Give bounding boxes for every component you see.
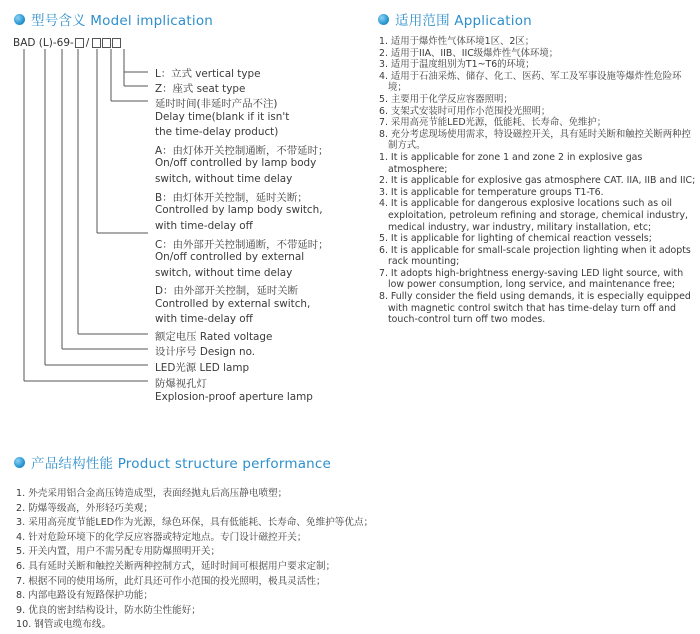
legend-line-10: Controlled by lamp body switch,: [155, 204, 323, 216]
list-item: 3. 适用于温度组别为T1~T6的环境；: [379, 59, 535, 71]
application-section-header: [378, 9, 532, 29]
performance-list: [16, 487, 616, 633]
list-item: 4. 针对危险环境下的化学反应容器或特定地点。专门设计磁控开关；: [16, 531, 307, 543]
legend-line-7: On/off controlled by lamp body: [155, 157, 317, 169]
bullet-dot-icon: [14, 457, 25, 468]
legend-line-4: Delay time(blank if it isn't: [155, 111, 290, 123]
legend-line-11: with time-delay off: [155, 220, 253, 232]
legend-line-8: switch, without time delay: [155, 173, 293, 185]
model-code-slash: /: [85, 37, 90, 49]
legend-line-20: LED光源 LED lamp: [155, 362, 250, 374]
legend-line-5: the time-delay product): [155, 126, 279, 138]
bullet-dot-icon: [378, 14, 389, 25]
list-item: 3. It is applicable for temperature groups T1-T6.: [379, 186, 604, 198]
model-section-title: 型号含义 Model implication: [31, 13, 214, 29]
legend-line-12: C：由外部开关控制通断，不带延时；: [155, 239, 329, 251]
legend-line-15: D：由外部开关控制，延时关断: [155, 285, 299, 297]
list-item: 2. It is applicable for explosive gas atmosphere CAT. IIA, IIB and IIC;: [379, 175, 696, 187]
list-item: 8. 内部电路设有短路保护功能；: [16, 590, 153, 602]
list-item: 2. 适用于IIA、IIB、IIC级爆炸性气体环境；: [379, 47, 559, 59]
list-item: 1. 适用于爆炸性气体环境1区、2区；: [379, 36, 535, 47]
application-list: [379, 36, 697, 326]
list-item: 4. 适用于石油采炼、储存、化工、医药、军工及军事设施等爆炸性危险环境；: [379, 70, 682, 94]
list-item: 4. It is applicable for dangerous explosive locations such as oil exploitation, petroleum refining and storage, chemical industry, medical industry, war industry, military installation, etc;: [379, 198, 688, 233]
list-item: 7. It adopts high-brightness energy-saving LED light source, with low power consumption, long service, and maintenance free;: [379, 267, 684, 291]
legend-line-2: Z：座式 seat type: [155, 83, 246, 95]
legend-line-21: 防爆视孔灯: [155, 378, 207, 390]
application-section-title: 适用范围 Application: [395, 13, 532, 29]
legend-line-17: with time-delay off: [155, 313, 253, 325]
list-item: 5. 开关内置，用户不需另配专用防爆照明开关；: [16, 546, 221, 558]
model-code-prefix: BAD (L)-69-: [13, 37, 74, 49]
list-item: 5. It is applicable for lighting of chemical reaction vessels;: [379, 233, 652, 245]
list-item: 2. 防爆等级高，外形轻巧美观；: [16, 502, 153, 514]
legend-line-19: 设计序号 Design no.: [155, 346, 256, 358]
legend-line-14: switch, without time delay: [155, 267, 293, 279]
performance-section-title: 产品结构性能 Product structure performance: [31, 456, 332, 472]
legend-line-6: A：由灯体开关控制通断，不带延时；: [155, 145, 329, 157]
list-item: 5. 主要用于化学反应容器照明；: [379, 93, 513, 105]
legend-line-18: 额定电压 Rated voltage: [155, 331, 273, 343]
legend-line-13: On/off controlled by external: [155, 251, 305, 263]
list-item: 8. 充分考虑现场使用需求，特设磁控开关，具有延时关断和触控关断两种控制方式。: [379, 128, 691, 152]
legend-line-16: Controlled by external switch,: [155, 298, 311, 310]
list-item: 1. 外壳采用铝合金高压铸造成型，表面经抛丸后高压静电喷塑；: [16, 488, 288, 499]
performance-section-header: [14, 452, 331, 472]
list-item: 1. It is applicable for zone 1 and zone 2 in explosive gas atmosphere;: [379, 151, 643, 175]
list-item: 3. 采用高亮度节能LED作为光源，绿色环保，具有低能耗、长寿命、免维护等优点；: [16, 517, 374, 529]
list-item: 9. 优良的密封结构设计，防水防尘性能好；: [16, 604, 201, 616]
list-item: 8. Fully consider the field using demands, it is especially equipped with magnetic control switch that has time-delay turn off and touch-control turn off two modes.: [379, 291, 691, 326]
list-item: 10. 钢管或电缆布线。: [16, 619, 112, 631]
list-item: 7. 采用高亮节能LED光源，低能耗、长寿命、免维护；: [379, 117, 607, 129]
legend-line-3: 延时时间(非延时产品不注): [155, 98, 278, 110]
list-item: 6. It is applicable for small-scale projection lighting when it adopts rack mounting;: [379, 244, 691, 268]
legend-line-1: L：立式 vertical type: [155, 68, 261, 80]
list-item: 6. 具有延时关断和触控关断两种控制方式，延时时间可根据用户要求定制；: [16, 560, 336, 572]
list-item: 7. 根据不同的使用场所，此灯具还可作小范围的投光照明，极具灵活性；: [16, 575, 326, 587]
list-item: 6. 支架式安装时可用作小范围投光照明；: [379, 105, 551, 117]
legend-line-9: B：由灯体开关控制，延时关断；: [155, 192, 308, 204]
legend-line-22: Explosion-proof aperture lamp: [155, 391, 313, 403]
